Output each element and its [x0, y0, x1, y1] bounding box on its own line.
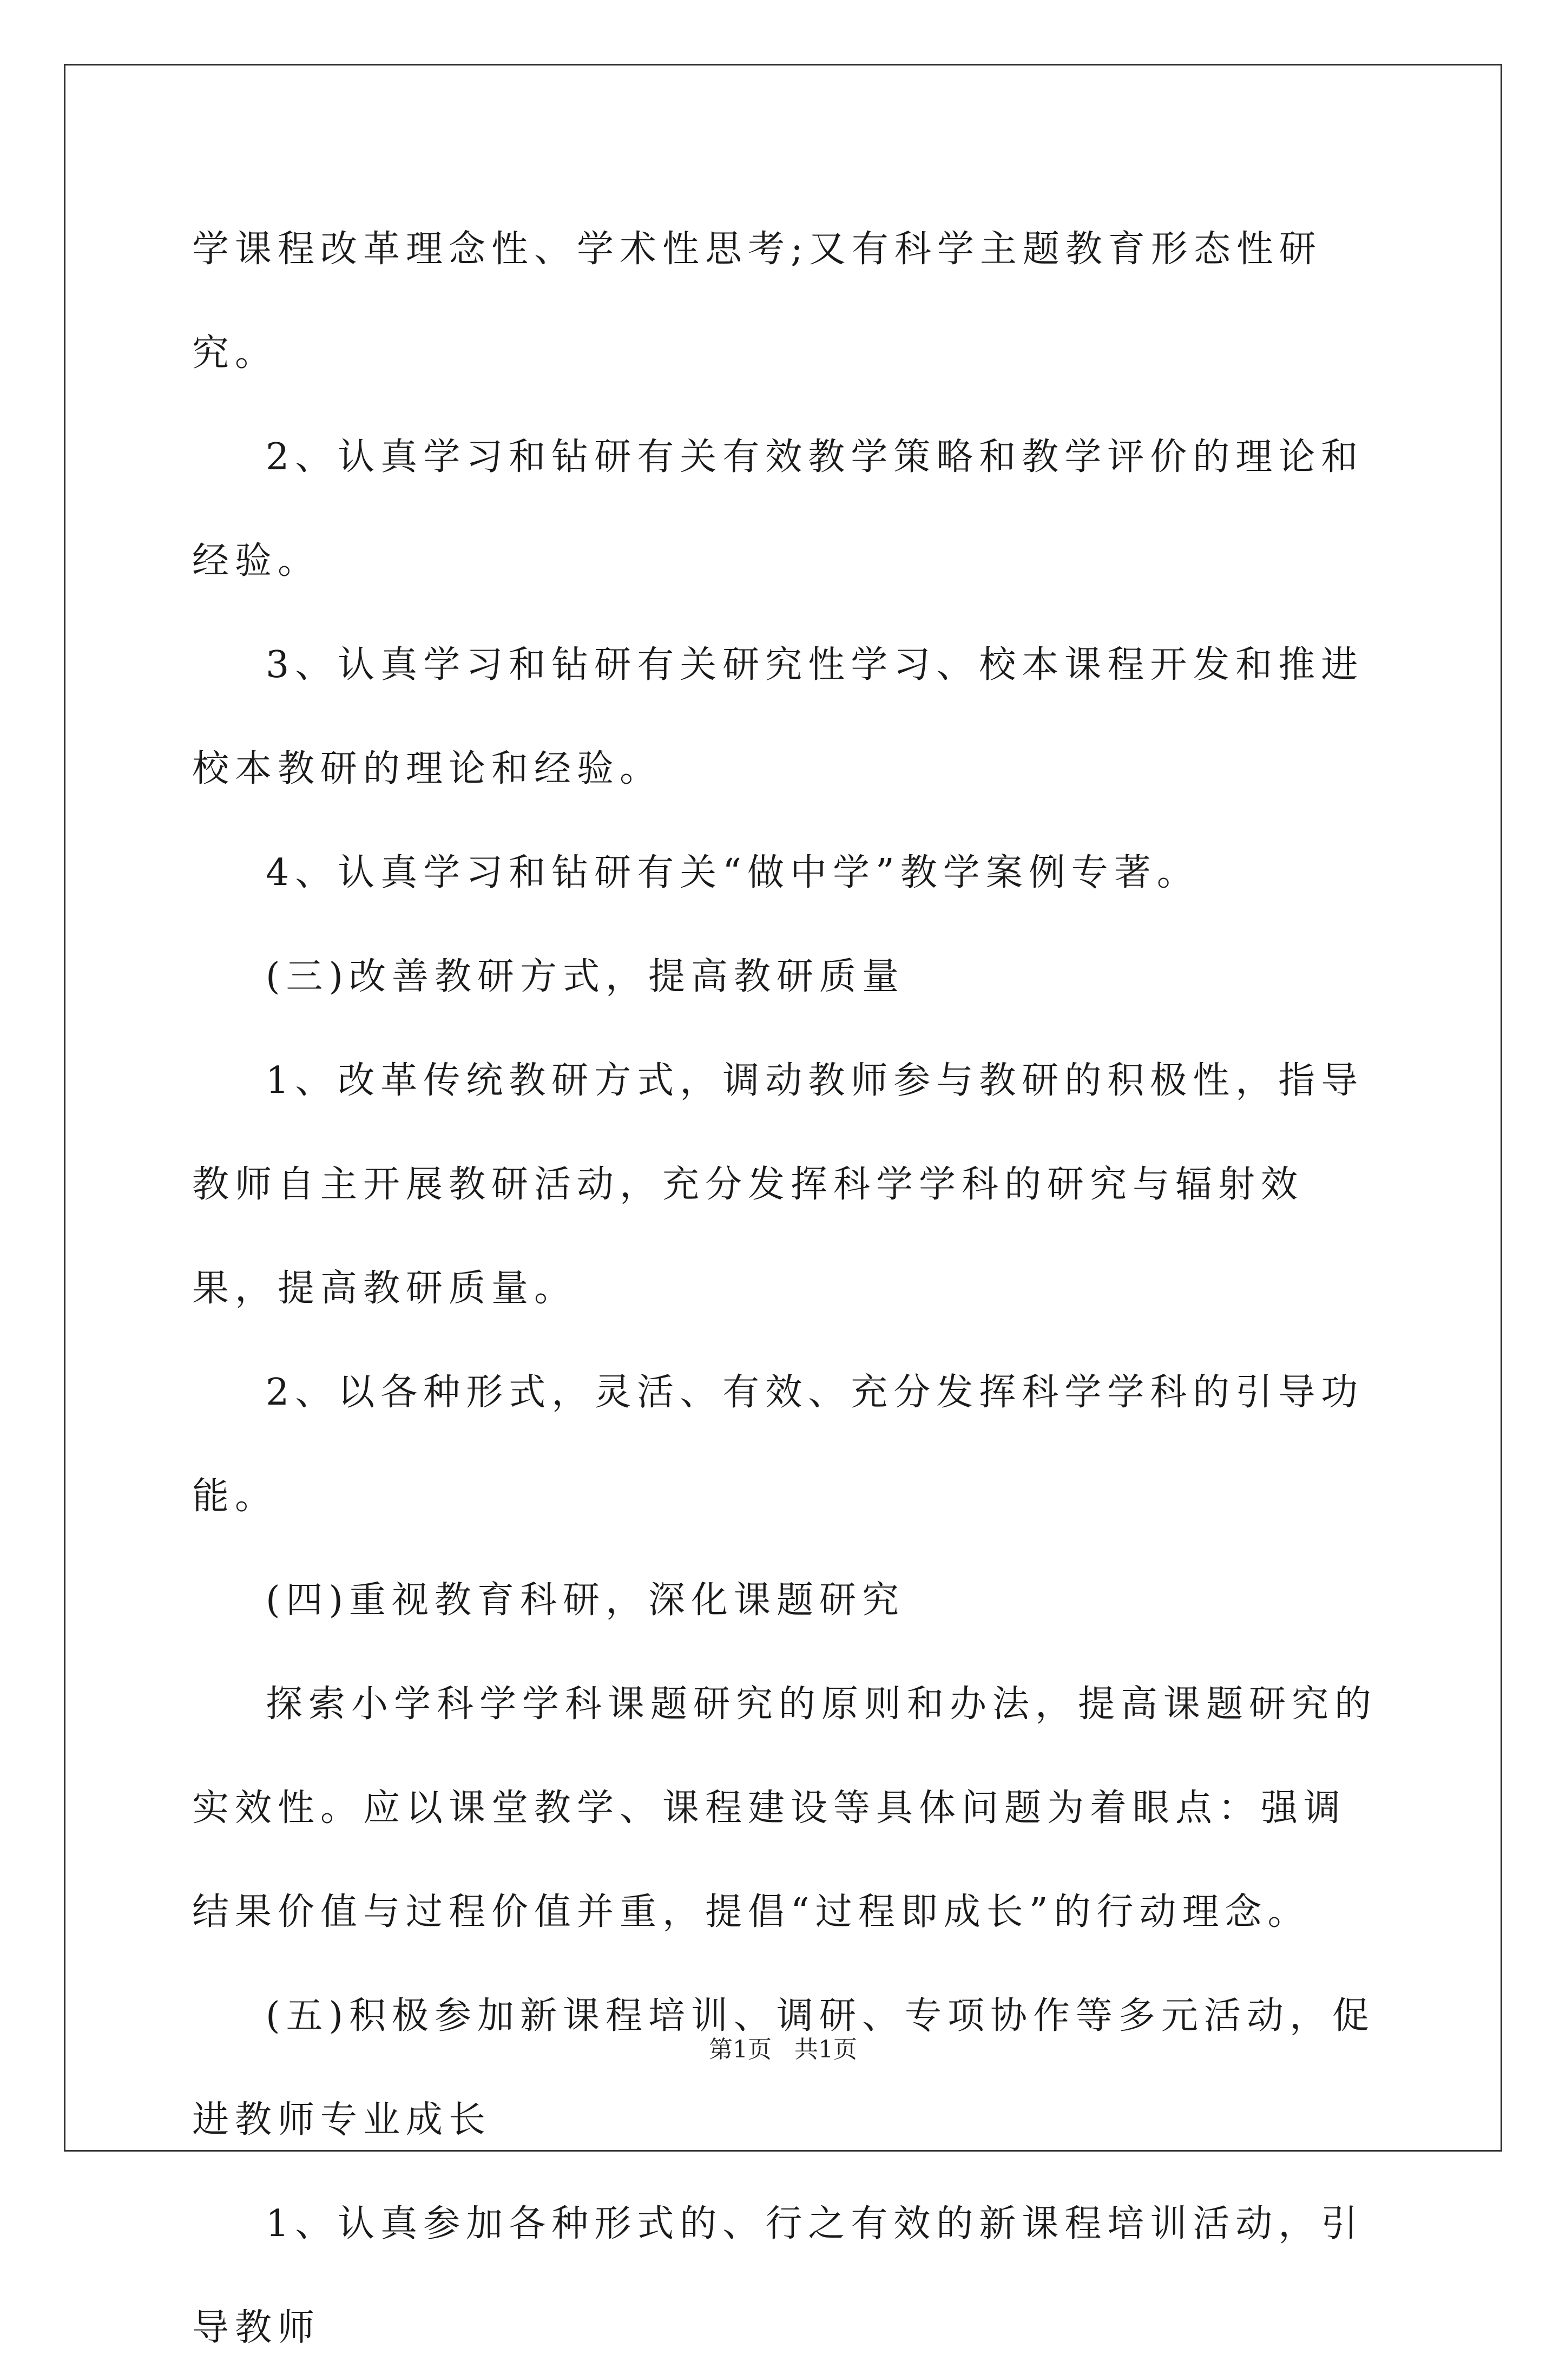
- paragraph: 2、以各种形式，灵活、有效、充分发挥科学学科的引导功能。: [192, 1371, 1364, 1518]
- section-heading: (四)重视教育科研，深化课题研究: [266, 1579, 905, 1622]
- page-number: 第1页: [709, 2036, 772, 2063]
- page-total: 共1页: [794, 2036, 857, 2063]
- paragraph: 学课程改革理念性、学术性思考;又有科学主题教育形态性研究。: [192, 228, 1322, 375]
- paragraph: 4、认真学习和钻研有关“做中学”教学案例专著。: [266, 851, 1200, 894]
- paragraph: 1、改革传统教研方式，调动教师参与教研的积极性，指导教师自主开展教研活动，充分发挥科学学科的研究与辐射效果，提高教研质量。: [192, 1059, 1364, 1310]
- section-heading: (三)改善教研方式，提高教研质量: [266, 955, 905, 998]
- page-footer: [0, 2030, 1566, 2064]
- paragraph: 2、认真学习和钻研有关有效教学策略和教学评价的理论和经验。: [192, 436, 1364, 582]
- paragraph: 1、认真参加各种形式的、行之有效的新课程培训活动，引导教师: [192, 2202, 1364, 2349]
- section-heading: (五)积极参加新课程培训、调研、专项协作等多元活动，促进教师专业成长: [192, 1995, 1376, 2141]
- paragraph: 探索小学科学学科课题研究的原则和办法，提高课题研究的实效性。应以课堂教学、课程建设等具体问题为着眼点：强调结果价值与过程价值并重，提倡“过程即成长”的行动理念。: [192, 1683, 1378, 1933]
- paragraph: 3、认真学习和钻研有关研究性学习、校本课程开发和推进校本教研的理论和经验。: [192, 644, 1364, 790]
